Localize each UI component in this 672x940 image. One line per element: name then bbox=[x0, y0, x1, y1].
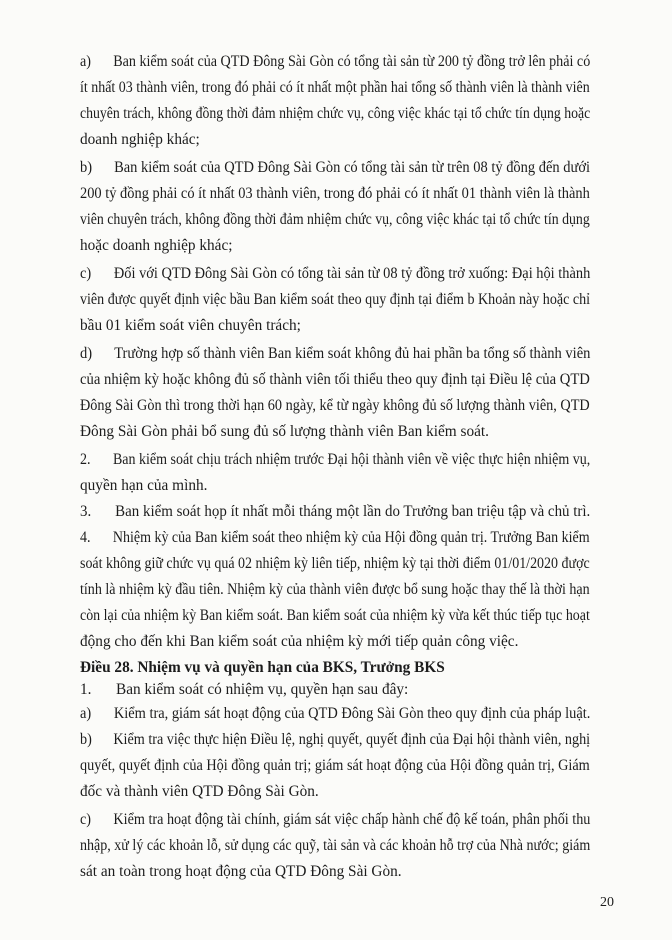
text-line bbox=[80, 450, 590, 470]
line-text: Kiểm tra việc thực hiện Điều lệ, nghị quyết, quyết định của Đại hội thành viên, nghị bbox=[113, 731, 591, 748]
text-line bbox=[80, 104, 590, 124]
line-text: động cho đến khi Ban kiểm soát của nhiệm kỳ mới tiếp quản công việc. bbox=[80, 633, 519, 650]
line-text: Điều 28. Nhiệm vụ và quyền hạn của BKS, Trưởng BKS bbox=[80, 659, 445, 676]
item-marker: c) bbox=[80, 265, 92, 282]
text-line bbox=[80, 836, 590, 856]
line-text: ít nhất 03 thành viên, trong đó phải có ít nhất một phần hai tổng số thành viên là thành viên bbox=[80, 79, 590, 96]
line-text: sát an toàn trong hoạt động của QTD Đông Sài Gòn. bbox=[80, 863, 402, 880]
item-marker: c) bbox=[80, 811, 92, 828]
item-marker: 1. bbox=[80, 681, 92, 698]
line-text: doanh nghiệp khác; bbox=[80, 131, 200, 148]
line-text: Trường hợp số thành viên Ban kiểm soát không đủ hai phần ba tổng số thành viên bbox=[114, 345, 591, 362]
text-line bbox=[80, 370, 590, 390]
text-line bbox=[80, 606, 590, 626]
line-text: Ban kiểm soát họp ít nhất mỗi tháng một lần do Trưởng ban triệu tập và chủ trì. bbox=[115, 503, 591, 520]
item-marker: a) bbox=[80, 705, 92, 722]
text-line bbox=[80, 184, 590, 204]
text-line bbox=[80, 396, 590, 416]
line-text: Đông Sài Gòn phải bổ sung đủ số lượng thành viên Ban kiểm soát. bbox=[80, 423, 489, 440]
text-line bbox=[80, 78, 590, 98]
text-line bbox=[80, 580, 590, 600]
line-text: tính là nhiệm kỳ đầu tiên. Nhiệm kỳ của thành viên được bổ sung hoặc thay thế là thời hạn bbox=[80, 581, 590, 598]
line-text: Nhiệm kỳ của Ban kiểm soát theo nhiệm kỳ của Hội đồng quản trị. Trưởng Ban kiểm bbox=[112, 529, 590, 546]
text-line bbox=[80, 730, 590, 750]
text-line bbox=[80, 810, 590, 830]
line-text: viên chuyên trách, không đồng thời đảm nhiệm chức vụ, công việc khác tại tổ chức tín dụng bbox=[80, 211, 590, 228]
line-text: đốc và thành viên QTD Đông Sài Gòn. bbox=[80, 783, 319, 800]
text-line bbox=[80, 52, 590, 72]
text-line bbox=[80, 554, 590, 574]
text-line bbox=[80, 502, 590, 522]
item-marker: 4. bbox=[80, 529, 91, 546]
line-text: Ban kiểm soát của QTD Đông Sài Gòn có tổng tài sản từ trên 08 tỷ đồng đến dưới bbox=[114, 159, 591, 176]
line-text: còn lại của nhiệm kỳ Ban kiểm soát. Ban kiểm soát của nhiệm kỳ vừa kết thúc tiếp tục hoạt bbox=[80, 607, 590, 624]
text-line bbox=[80, 862, 402, 882]
line-text: Kiểm tra hoạt động tài chính, giám sát việc chấp hành chế độ kế toán, phân phối thu bbox=[113, 811, 591, 828]
text-line bbox=[80, 316, 301, 336]
line-text: 200 tỷ đồng phải có ít nhất 03 thành viên, trong đó phải có ít nhất 01 thành viên là thành bbox=[80, 185, 590, 202]
text-line bbox=[80, 528, 590, 548]
line-text: bầu 01 kiểm soát viên chuyên trách; bbox=[80, 317, 301, 334]
page-number: 20 bbox=[600, 895, 614, 910]
line-text: Kiểm tra, giám sát hoạt động của QTD Đông Sài Gòn theo quy định của pháp luật. bbox=[113, 705, 591, 722]
line-text: Đối với QTD Đông Sài Gòn có tổng tài sản từ 08 tỷ đồng trở xuống: Đại hội thành bbox=[113, 265, 591, 282]
line-text: Đông Sài Gòn thì trong thời hạn 60 ngày, kể từ ngày không đủ số lượng thành viên, QTD bbox=[80, 397, 590, 414]
text-line bbox=[80, 130, 200, 150]
line-text: soát không giữ chức vụ quá 02 nhiệm kỳ liên tiếp, nhiệm kỳ tại thời điểm 01/01/2020 được bbox=[80, 555, 590, 572]
line-text: viên được quyết định việc bầu Ban kiểm soát theo quy định tại điểm b Khoản này hoặc chỉ bbox=[80, 291, 591, 308]
line-text: quyết, quyết định của Hội đồng quản trị; giám sát hoạt động của Hội đồng quản trị, Giám bbox=[80, 757, 590, 774]
line-text: nhập, xử lý các khoản lỗ, sử dụng các quỹ, tài sản và các khoản hỗ trợ của Nhà nước; giám bbox=[80, 837, 591, 854]
text-line bbox=[80, 476, 207, 496]
text-line bbox=[80, 422, 489, 442]
section-heading bbox=[80, 658, 445, 678]
text-line bbox=[80, 704, 590, 724]
text-line bbox=[80, 290, 590, 310]
line-text: Ban kiểm soát của QTD Đông Sài Gòn có tổng tài sản từ 200 tỷ đồng trở lên phải có bbox=[113, 53, 591, 70]
text-line bbox=[80, 680, 408, 700]
text-line bbox=[80, 264, 590, 284]
item-marker: b) bbox=[80, 731, 92, 748]
line-text: chuyên trách, không đồng thời đảm nhiệm chức vụ, công việc khác tại tổ chức tín dụng hoặc bbox=[80, 105, 591, 122]
line-text: Ban kiểm soát chịu trách nhiệm trước Đại hội thành viên về việc thực hiện nhiệm vụ, bbox=[112, 451, 591, 468]
text-line bbox=[80, 158, 590, 178]
line-text: quyền hạn của mình. bbox=[80, 477, 208, 494]
line-text: Ban kiểm soát có nhiệm vụ, quyền hạn sau đây: bbox=[116, 681, 409, 698]
item-marker: b) bbox=[80, 159, 93, 176]
text-line bbox=[80, 236, 233, 256]
line-text: hoặc doanh nghiệp khác; bbox=[80, 237, 233, 254]
text-line bbox=[80, 782, 319, 802]
item-marker: a) bbox=[80, 53, 91, 70]
text-line bbox=[80, 756, 590, 776]
text-line bbox=[80, 210, 590, 230]
line-text: của nhiệm kỳ hoặc không đủ số thành viên tối thiểu theo quy định tại Điều lệ của QTD bbox=[80, 371, 590, 388]
item-marker: 3. bbox=[80, 503, 92, 520]
text-line bbox=[80, 344, 590, 364]
item-marker: 2. bbox=[80, 451, 91, 468]
text-line bbox=[80, 632, 518, 652]
item-marker: d) bbox=[80, 345, 93, 362]
